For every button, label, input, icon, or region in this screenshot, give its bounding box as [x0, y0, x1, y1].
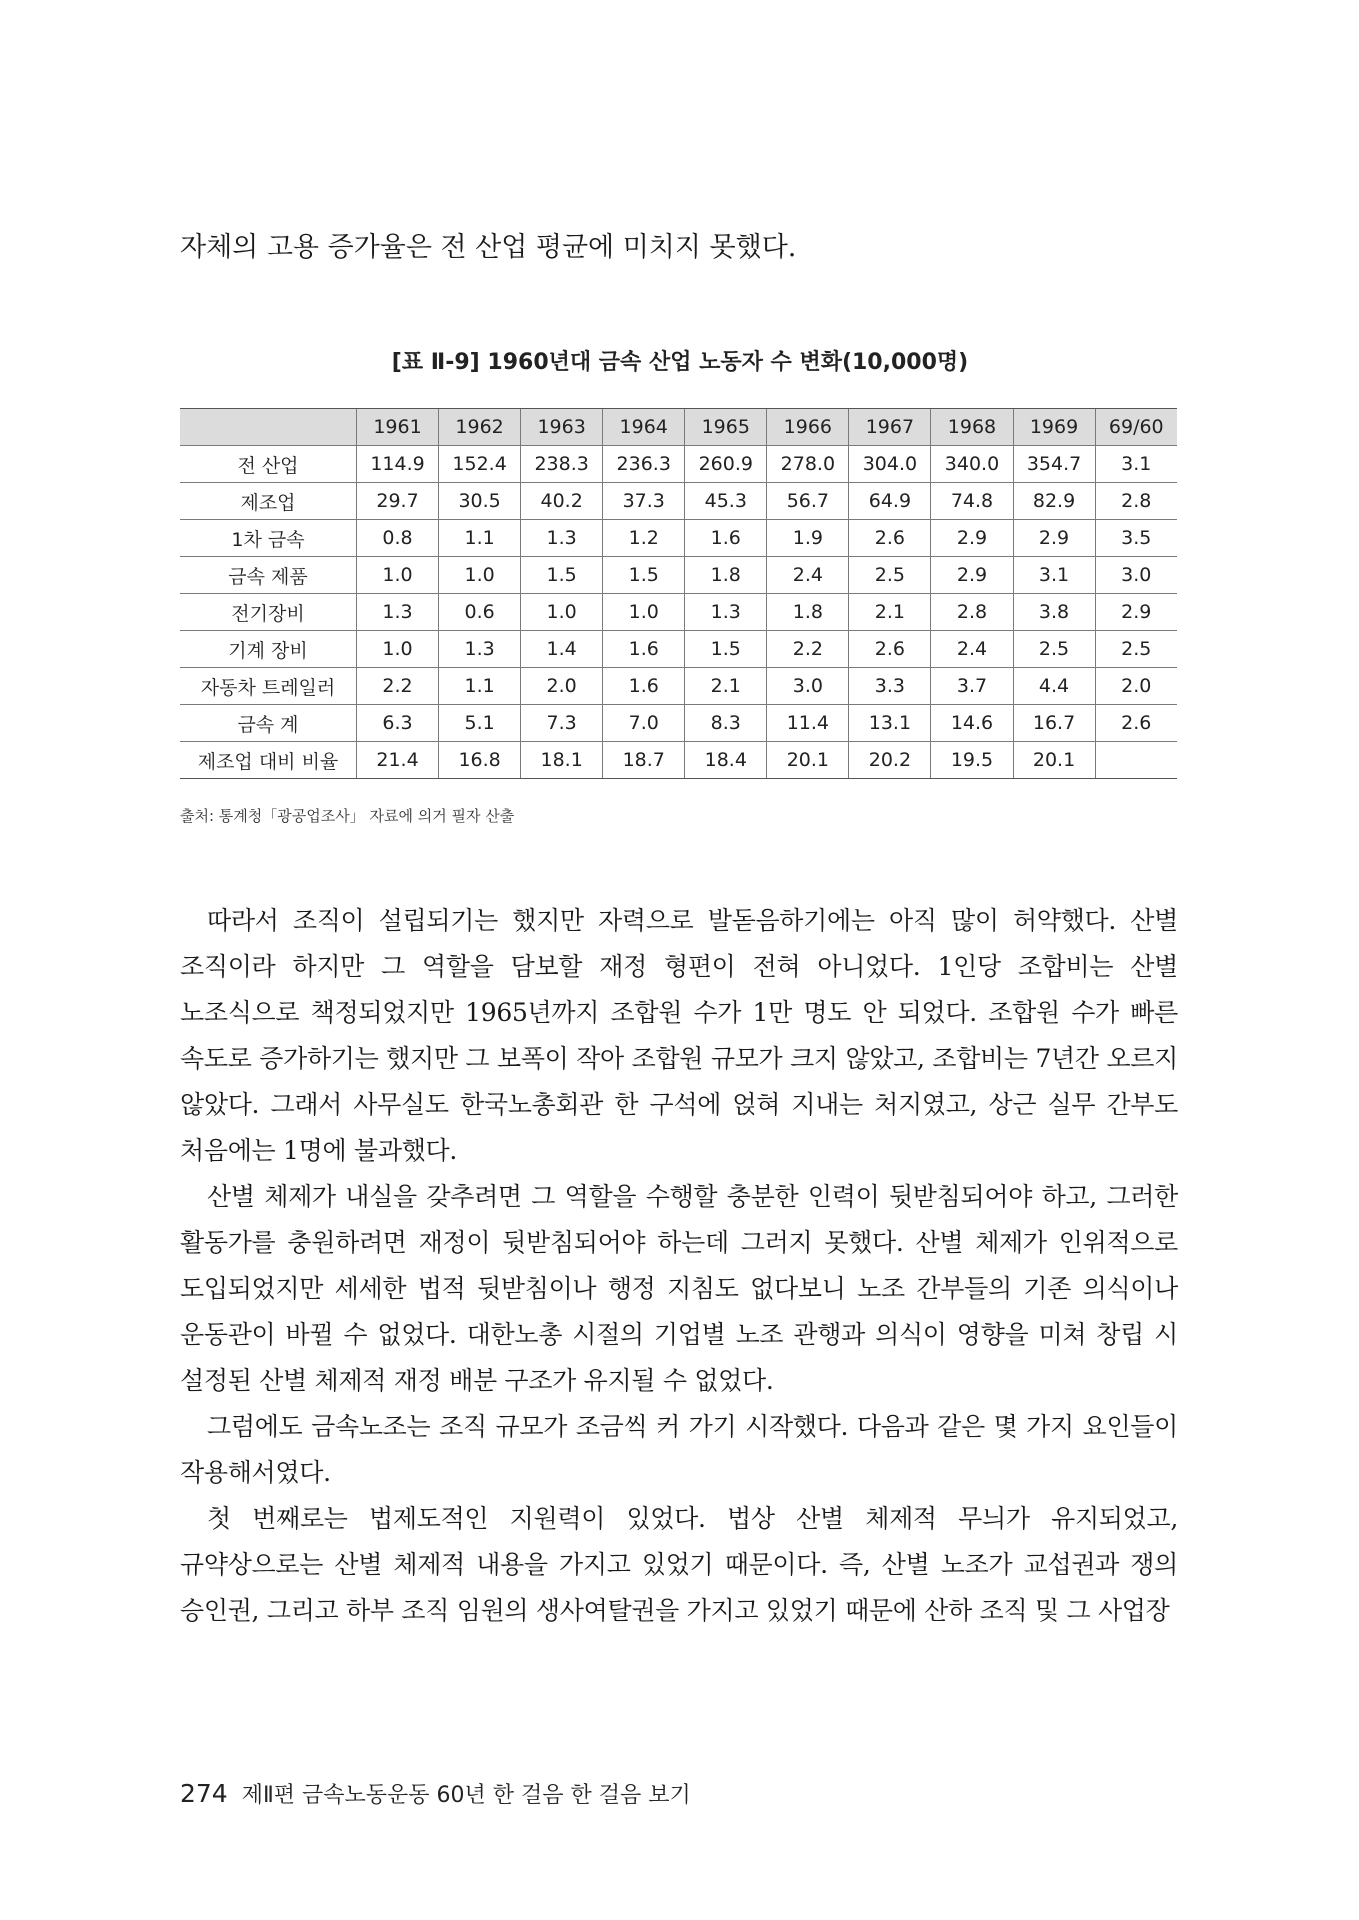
- table-cell: 1.5: [521, 557, 603, 594]
- header-cell: 1968: [931, 409, 1013, 446]
- table-cell: 1.3: [357, 594, 439, 631]
- table-row: [180, 631, 1177, 668]
- table-cell: 11.4: [767, 705, 849, 742]
- row-label: 기계 장비: [180, 631, 357, 668]
- table-cell: 7.3: [521, 705, 603, 742]
- table-cell: 278.0: [767, 446, 849, 483]
- table-cell: 1.1: [439, 520, 521, 557]
- table-cell: 2.9: [931, 520, 1013, 557]
- table-cell: 3.0: [767, 668, 849, 705]
- table-cell: 19.5: [931, 742, 1013, 779]
- table-cell: 1.6: [685, 520, 767, 557]
- table-cell: 3.0: [1095, 557, 1177, 594]
- table-cell: [1095, 742, 1177, 779]
- row-label: 전기장비: [180, 594, 357, 631]
- table-cell: 1.3: [439, 631, 521, 668]
- page-number: 274: [180, 1779, 228, 1808]
- row-label: 제조업: [180, 483, 357, 520]
- table-cell: 1.5: [685, 631, 767, 668]
- table-cell: 260.9: [685, 446, 767, 483]
- table-cell: 1.0: [521, 594, 603, 631]
- table-cell: 354.7: [1013, 446, 1095, 483]
- table-cell: 1.3: [521, 520, 603, 557]
- table-cell: 7.0: [603, 705, 685, 742]
- table-cell: 340.0: [931, 446, 1013, 483]
- table-cell: 14.6: [931, 705, 1013, 742]
- table-cell: 3.7: [931, 668, 1013, 705]
- table-cell: 2.6: [1095, 705, 1177, 742]
- table-cell: 1.6: [603, 631, 685, 668]
- table-cell: 236.3: [603, 446, 685, 483]
- table-cell: 1.8: [767, 594, 849, 631]
- row-label: 금속 계: [180, 705, 357, 742]
- table-cell: 56.7: [767, 483, 849, 520]
- header-cell: 1965: [685, 409, 767, 446]
- table-cell: 2.8: [1095, 483, 1177, 520]
- table-cell: 18.7: [603, 742, 685, 779]
- table-cell: 1.8: [685, 557, 767, 594]
- paragraph: 산별 체제가 내실을 갖추려면 그 역할을 수행할 충분한 인력이 뒷받침되어야 하고, 그러한 활동가를 충원하려면 재정이 뒷받침되어야 하는데 그러지 못했다. 산별 체제가 인위적으로 도입되었지만 세세한 법적 뒷받침이나 행정 지침도 없다보니 노조 간부들의 기존 의식이나 운동관이 바뀔 수 없었다. 대한노총 시절의 기업별 노조 관행과 의식이 영향을 미쳐 창립 시 설정된 산별 체제적 재정 배분 구조가 유지될 수 없었다.: [180, 1182, 1178, 1395]
- table-cell: 2.9: [931, 557, 1013, 594]
- table-body: [180, 446, 1177, 779]
- table-cell: 3.5: [1095, 520, 1177, 557]
- table-cell: 1.0: [357, 557, 439, 594]
- table-row: [180, 520, 1177, 557]
- paragraph: 그럼에도 금속노조는 조직 규모가 조금씩 커 가기 시작했다. 다음과 같은 몇 가지 요인들이 작용해서였다.: [180, 1412, 1178, 1487]
- table-cell: 3.1: [1013, 557, 1095, 594]
- header-corner: [180, 409, 357, 446]
- header-cell: 1969: [1013, 409, 1095, 446]
- table-row: [180, 483, 1177, 520]
- body-text: [180, 898, 1178, 1634]
- table-cell: 64.9: [849, 483, 931, 520]
- table-cell: 152.4: [439, 446, 521, 483]
- table-header-row: [180, 409, 1177, 446]
- table-cell: 40.2: [521, 483, 603, 520]
- table-cell: 1.9: [767, 520, 849, 557]
- table-row: [180, 668, 1177, 705]
- table-cell: 1.4: [521, 631, 603, 668]
- table-cell: 82.9: [1013, 483, 1095, 520]
- lead-line: 자체의 고용 증가율은 전 산업 평균에 미치지 못했다.: [180, 232, 797, 263]
- table-cell: 1.5: [603, 557, 685, 594]
- table-cell: 304.0: [849, 446, 931, 483]
- header-cell: 1964: [603, 409, 685, 446]
- table-cell: 30.5: [439, 483, 521, 520]
- header-cell: 1962: [439, 409, 521, 446]
- row-label: 자동차 트레일러: [180, 668, 357, 705]
- table-cell: 37.3: [603, 483, 685, 520]
- table-row: [180, 446, 1177, 483]
- table-cell: 45.3: [685, 483, 767, 520]
- page-footer: [180, 1778, 691, 1809]
- table-cell: 0.8: [357, 520, 439, 557]
- table-cell: 2.0: [1095, 668, 1177, 705]
- table-cell: 1.0: [603, 594, 685, 631]
- table-cell: 8.3: [685, 705, 767, 742]
- table-cell: 1.0: [439, 557, 521, 594]
- table-row: [180, 705, 1177, 742]
- table-cell: 4.4: [1013, 668, 1095, 705]
- paragraph: 따라서 조직이 설립되기는 했지만 자력으로 발돋음하기에는 아직 많이 허약했다. 산별 조직이라 하지만 그 역할을 담보할 재정 형편이 전혀 아니었다. 1인당 조합비는 산별 노조식으로 책정되었지만 1965년까지 조합원 수가 1만 명도 안 되었다. 조합원 수가 빠른 속도로 증가하기는 했지만 그 보폭이 작아 조합원 규모가 크지 않았고, 조합비는 7년간 오르지 않았다. 그래서 사무실도 한국노총회관 한 구석에 얹혀 지내는 처지였고, 상근 실무 간부도 처음에는 1명에 불과했다.: [180, 906, 1178, 1165]
- table-cell: 18.1: [521, 742, 603, 779]
- metal-workers-table: [180, 408, 1177, 779]
- table-cell: 5.1: [439, 705, 521, 742]
- table-cell: 2.6: [849, 520, 931, 557]
- paragraph: 첫 번째로는 법제도적인 지원력이 있었다. 법상 산별 체제적 무늬가 유지되었고, 규약상으로는 산별 체제적 내용을 가지고 있었기 때문이다. 즉, 산별 노조가 교섭권과 쟁의 승인권, 그리고 하부 조직 임원의 생사여탈권을 가지고 있었기 때문에 산하 조직 및 그 사업장: [180, 1504, 1178, 1625]
- table-cell: 2.2: [357, 668, 439, 705]
- table-cell: 13.1: [849, 705, 931, 742]
- table-cell: 20.1: [767, 742, 849, 779]
- table-cell: 2.5: [1095, 631, 1177, 668]
- table-cell: 238.3: [521, 446, 603, 483]
- table-cell: 2.1: [685, 668, 767, 705]
- table-cell: 1.0: [357, 631, 439, 668]
- table-cell: 1.3: [685, 594, 767, 631]
- table-cell: 1.2: [603, 520, 685, 557]
- table-cell: 114.9: [357, 446, 439, 483]
- header-cell: 1967: [849, 409, 931, 446]
- table-cell: 1.6: [603, 668, 685, 705]
- table-cell: 2.1: [849, 594, 931, 631]
- header-cell: 1961: [357, 409, 439, 446]
- table-cell: 2.5: [849, 557, 931, 594]
- table-cell: 2.9: [1013, 520, 1095, 557]
- table-cell: 3.1: [1095, 446, 1177, 483]
- header-cell: 1966: [767, 409, 849, 446]
- table-row: [180, 742, 1177, 779]
- table-cell: 2.8: [931, 594, 1013, 631]
- row-label: 전 산업: [180, 446, 357, 483]
- table-cell: 2.5: [1013, 631, 1095, 668]
- row-label: 1차 금속: [180, 520, 357, 557]
- table-cell: 29.7: [357, 483, 439, 520]
- table-cell: 21.4: [357, 742, 439, 779]
- table-cell: 2.2: [767, 631, 849, 668]
- table-cell: 18.4: [685, 742, 767, 779]
- table-cell: 20.2: [849, 742, 931, 779]
- table-row: [180, 594, 1177, 631]
- table-source: 출처: 통계청「광공업조사」 자료에 의거 필자 산출: [180, 807, 515, 825]
- row-label: 제조업 대비 비율: [180, 742, 357, 779]
- table-cell: 20.1: [1013, 742, 1095, 779]
- running-title: 제Ⅱ편 금속노동운동 60년 한 걸음 한 걸음 보기: [241, 1783, 691, 1808]
- row-label: 금속 제품: [180, 557, 357, 594]
- table-cell: 2.9: [1095, 594, 1177, 631]
- table-cell: 74.8: [931, 483, 1013, 520]
- table-cell: 6.3: [357, 705, 439, 742]
- table-cell: 2.6: [849, 631, 931, 668]
- table-cell: 16.7: [1013, 705, 1095, 742]
- table-cell: 2.4: [931, 631, 1013, 668]
- table-row: [180, 557, 1177, 594]
- table-caption: [표 Ⅱ-9] 1960년대 금속 산업 노동자 수 변화(10,000명): [391, 350, 969, 375]
- table-cell: 16.8: [439, 742, 521, 779]
- table-cell: 3.3: [849, 668, 931, 705]
- table-cell: 2.4: [767, 557, 849, 594]
- header-cell: 69/60: [1095, 409, 1177, 446]
- table-cell: 0.6: [439, 594, 521, 631]
- header-cell: 1963: [521, 409, 603, 446]
- table-cell: 1.1: [439, 668, 521, 705]
- table-cell: 2.0: [521, 668, 603, 705]
- table-cell: 3.8: [1013, 594, 1095, 631]
